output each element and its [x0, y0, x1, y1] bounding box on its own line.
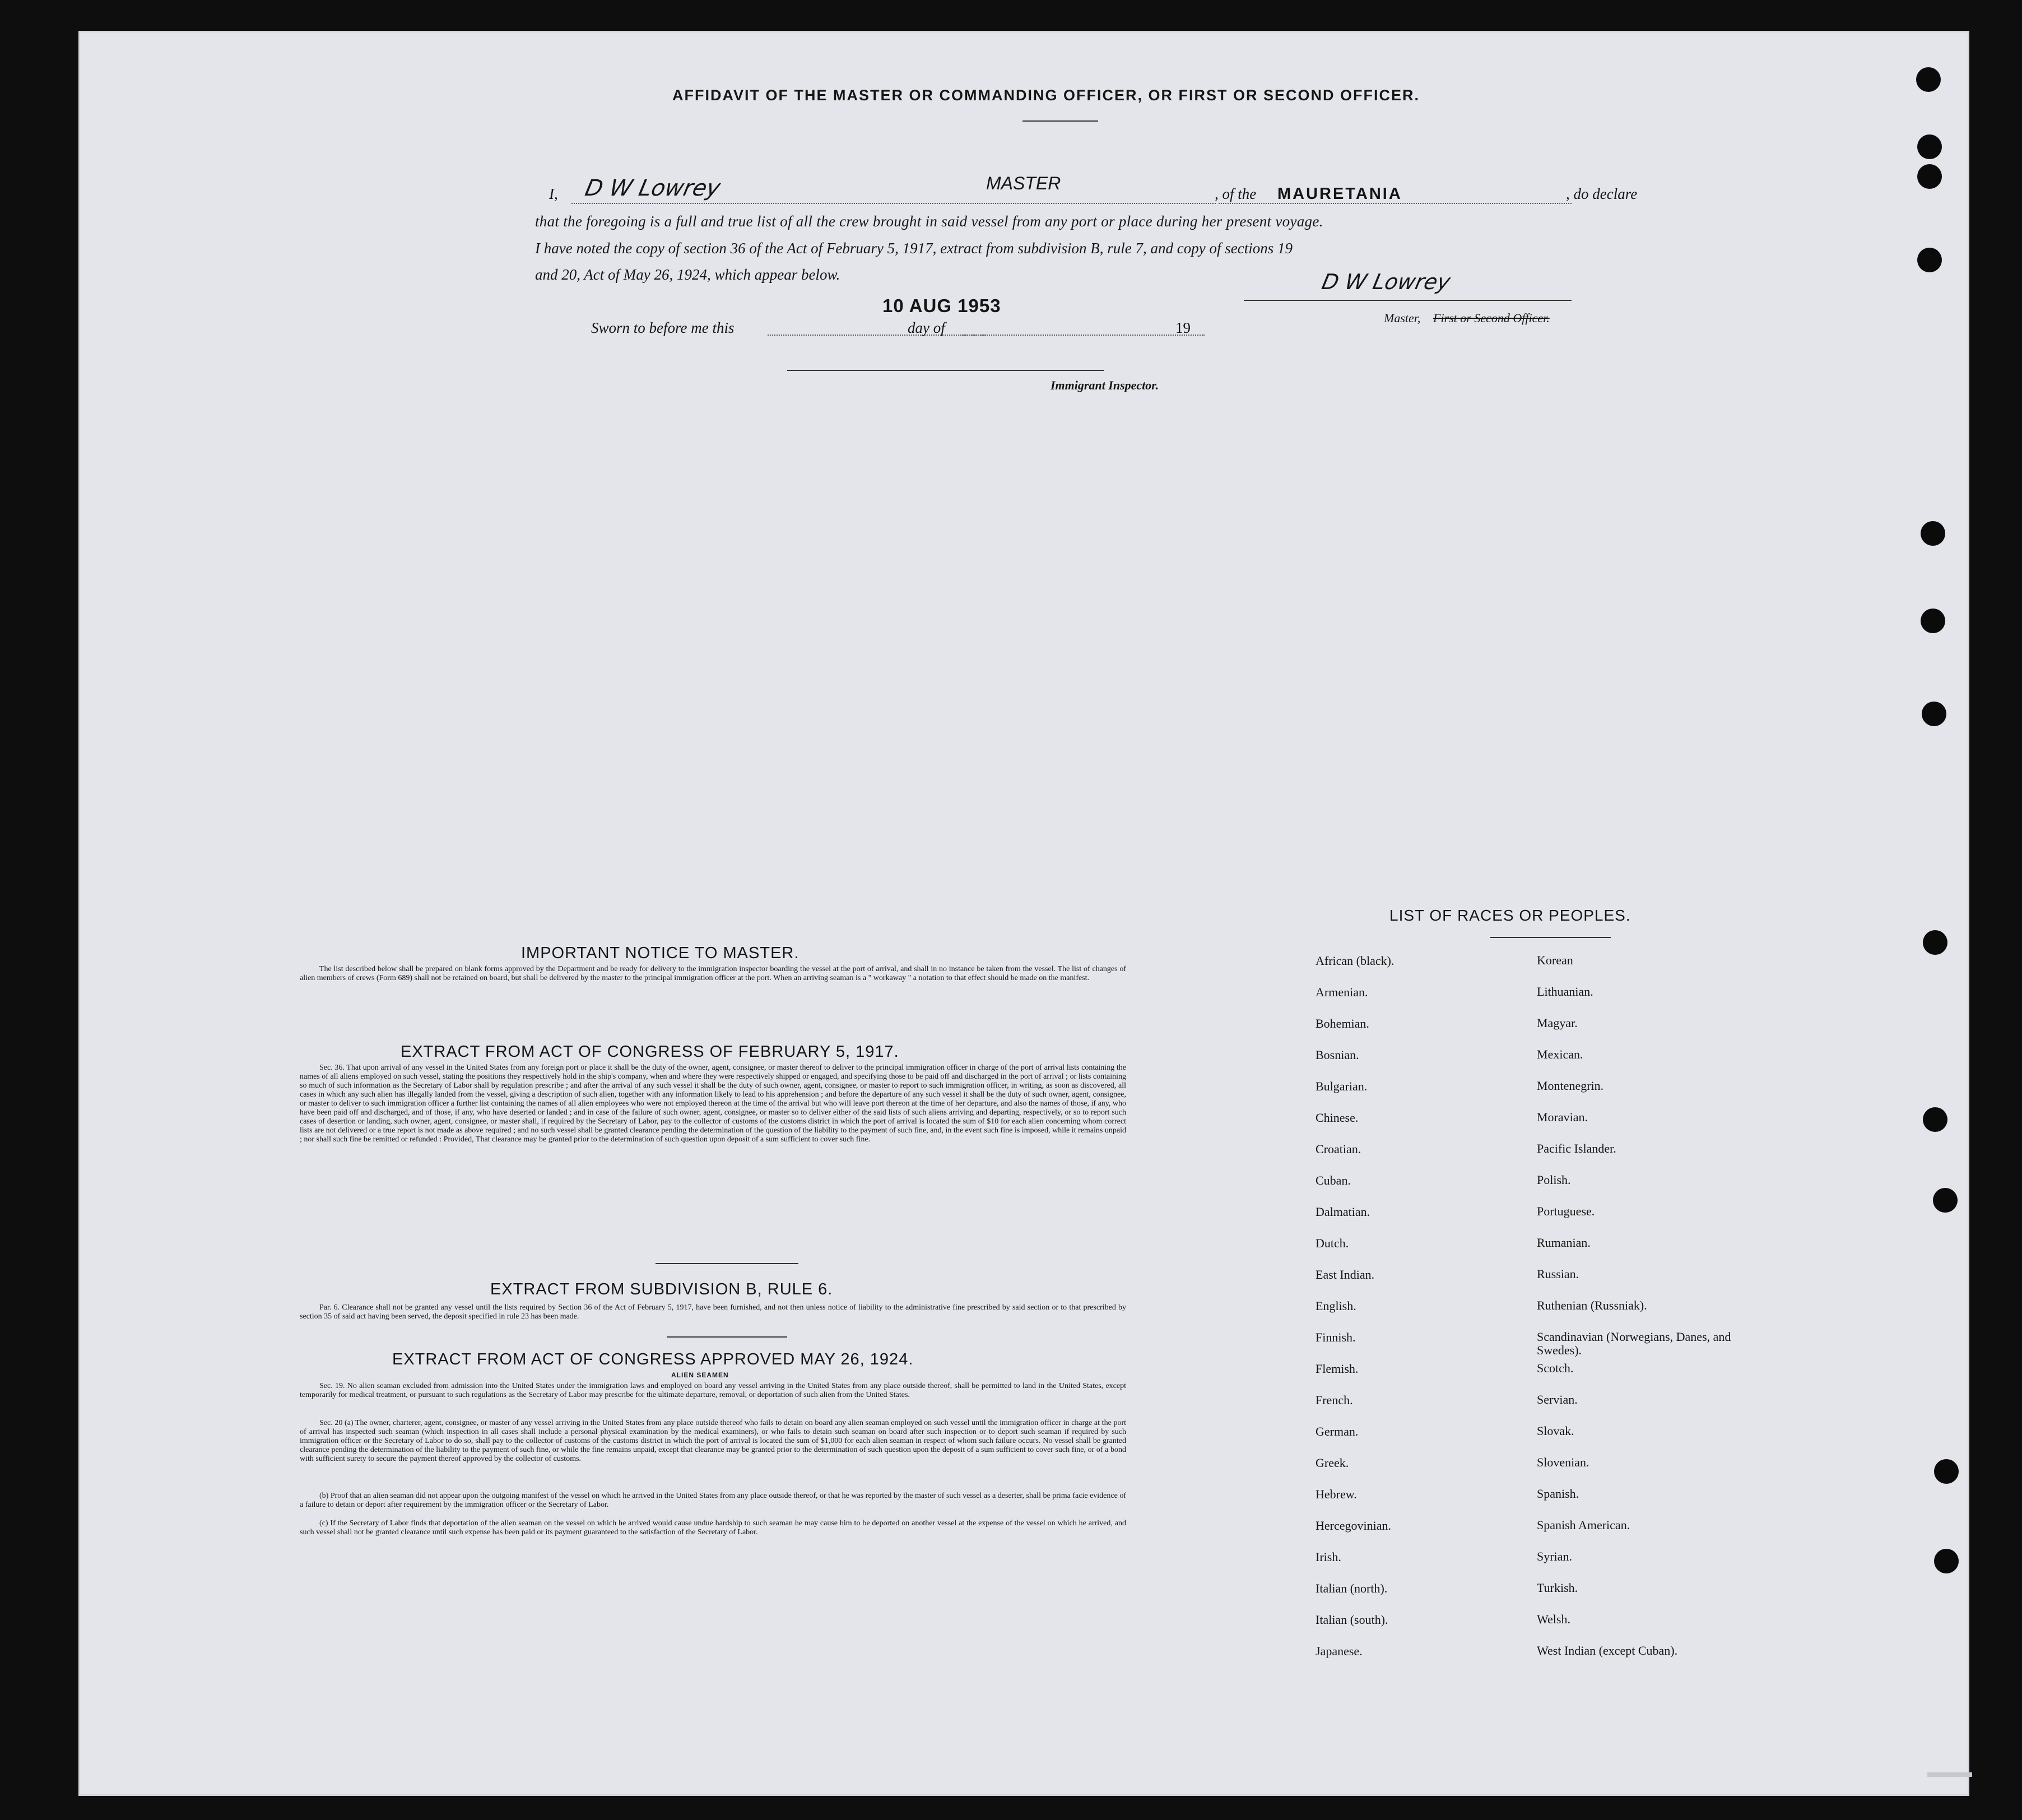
year-prefix: 19: [1175, 319, 1191, 336]
punch-hole: [1923, 930, 1947, 955]
race-item: Turkish.: [1537, 1581, 1578, 1595]
title-divider: [1022, 120, 1098, 122]
race-item: Croatian.: [1316, 1142, 1361, 1156]
affidavit-line-4: and 20, Act of May 26, 1924, which appear below.: [535, 266, 840, 283]
affidavit-title: AFFIDAVIT OF THE MASTER OR COMMANDING OFFICER, OR FIRST OR SECOND OFFICER.: [672, 87, 1420, 104]
race-item: Magyar.: [1537, 1016, 1578, 1030]
race-item: Scotch.: [1537, 1361, 1574, 1375]
races-divider: [1490, 937, 1611, 938]
races-title: LIST OF RACES OR PEOPLES.: [1389, 907, 1631, 924]
punch-hole: [1917, 164, 1942, 189]
punch-hole: [1921, 609, 1945, 633]
race-item: Hercegovinian.: [1316, 1519, 1391, 1533]
race-item: East Indian.: [1316, 1268, 1375, 1282]
of-the-label: , of the: [1215, 185, 1257, 202]
document-page: [78, 31, 1969, 1796]
section-20c: (c) If the Secretary of Labor finds that deportation of the alien seaman on the vessel on which he arrived would cause undue hardship to such seaman he may cause him to be deported on another vessel at the expense of the vessel on which he arrived, and such vessel shall not be granted clearance until such expense has been paid or its payment guaranteed to the satisfaction of the Secretary of Labor.: [300, 1519, 1126, 1536]
race-item: Ruthenian (Russniak).: [1537, 1298, 1647, 1312]
day-of-label: day of: [908, 319, 945, 336]
alien-seamen-subtitle: ALIEN SEAMEN: [671, 1371, 729, 1379]
affidavit-line-2: that the foregoing is a full and true list of all the crew brought in said vessel from any port or place during her present voyage.: [535, 213, 1323, 230]
race-item: Mexican.: [1537, 1047, 1583, 1061]
race-item: Bulgarian.: [1316, 1079, 1368, 1093]
race-item: Montenegrin.: [1537, 1079, 1604, 1093]
race-item: Italian (south).: [1316, 1613, 1388, 1627]
race-item: Chinese.: [1316, 1111, 1359, 1125]
affidavit-line-3: I have noted the copy of section 36 of the Act of February 5, 1917, extract from subdivision B, rule 7, and copy of sections 19: [535, 240, 1293, 257]
inspector-line: [787, 370, 1104, 371]
race-item: Servian.: [1537, 1392, 1578, 1406]
affidavit-prefix: I,: [549, 185, 558, 202]
punch-hole: [1934, 1459, 1959, 1484]
punch-hole: [1916, 67, 1941, 92]
punch-hole: [1917, 248, 1942, 272]
punch-hole: [1923, 1107, 1947, 1132]
sworn-label: Sworn to before me this: [591, 319, 735, 336]
race-item: Japanese.: [1316, 1644, 1363, 1658]
race-item: English.: [1316, 1299, 1356, 1313]
rule-6-title: EXTRACT FROM SUBDIVISION B, RULE 6.: [490, 1280, 833, 1298]
race-item: Flemish.: [1316, 1362, 1359, 1376]
race-item: Dalmatian.: [1316, 1205, 1370, 1219]
race-item: French.: [1316, 1393, 1353, 1407]
race-item: Welsh.: [1537, 1612, 1570, 1626]
punch-hole: [1921, 521, 1945, 546]
vessel-line: [1219, 203, 1572, 204]
vessel-name: MAURETANIA: [1277, 185, 1402, 203]
race-item: Greek.: [1316, 1456, 1349, 1470]
corner-mark: [1927, 1772, 1972, 1777]
punch-hole: [1933, 1188, 1958, 1213]
race-item: Lithuanian.: [1537, 985, 1593, 999]
race-item: Irish.: [1316, 1550, 1341, 1564]
notice-title: IMPORTANT NOTICE TO MASTER.: [521, 944, 799, 962]
master-label: Master,: [1384, 311, 1421, 325]
race-item: Pacific Islander.: [1537, 1141, 1616, 1155]
race-item: Scandinavian (Norwegians, Danes, and Swedes).: [1537, 1330, 1731, 1357]
punch-hole: [1922, 702, 1946, 726]
section-20a: Sec. 20 (a) The owner, charterer, agent, consignee, or master of any vessel arriving in the United States from any place outside thereof who fails to detain on board any alien seaman employed on such vessel until the immigration officer in charge at the port of arrival has inspected such seaman (which inspection in all cases shall include a personal physical examination by the medical examiners), or who fails to detain such seaman on board after such inspection or to deport such seaman if required by such immigration officer or the Secretary of Labor to do so, shall pay to the collector of customs of the customs district in which the port of arrival is located the sum of $1,000 for each alien seaman in respect of whom such failure occurs. No vessel shall be granted clearance pending the determination of the liability to the payment of such fine, or while the fine remains unpaid, except that clearance may be granted prior to the determination of such question upon the deposit of a sum sufficient to cover such fine, or of a bond with sufficient surety to secure the payment thereof approved by the collector of customs.: [300, 1419, 1126, 1463]
sworn-month-line: [958, 335, 1205, 336]
punch-hole: [1934, 1549, 1959, 1573]
race-item: Rumanian.: [1537, 1236, 1591, 1250]
signature-line: [1244, 300, 1572, 301]
extract-1924-title: EXTRACT FROM ACT OF CONGRESS APPROVED MAY 26, 1924.: [392, 1350, 914, 1368]
date-stamp: 10 AUG 1953: [882, 295, 1001, 316]
extract-divider-1: [656, 1263, 798, 1264]
section-20b: (b) Proof that an alien seaman did not appear upon the outgoing manifest of the vessel on which he arrived in the United States from any place outside thereof, or that he was reported by the master of such vessel as a deserter, shall be prima facie evidence of a failure to detain or deport after requirement by the immigration officer or the Secretary of Labor.: [300, 1492, 1126, 1509]
race-item: Spanish American.: [1537, 1518, 1630, 1532]
race-item: Moravian.: [1537, 1110, 1588, 1124]
race-item: Spanish.: [1537, 1487, 1579, 1501]
punch-hole: [1917, 134, 1942, 159]
extract-1917-title: EXTRACT FROM ACT OF CONGRESS OF FEBRUARY 5, 1917.: [401, 1043, 899, 1061]
race-item: Korean: [1537, 953, 1573, 967]
race-item: Portuguese.: [1537, 1204, 1595, 1218]
extract-divider-2: [667, 1336, 787, 1338]
race-item: Polish.: [1537, 1173, 1571, 1187]
race-item: West Indian (except Cuban).: [1537, 1643, 1678, 1657]
race-item: Finnish.: [1316, 1330, 1356, 1344]
race-item: Bohemian.: [1316, 1016, 1369, 1030]
extract-1917-body: Sec. 36. That upon arrival of any vessel in the United States from any foreign port or place it shall be the duty of the owner, agent, consignee, or master thereof to deliver to the principal immigration officer in charge of the port of arrival lists containing the names of all aliens employed on such vessel, stating the positions they respectively hold in the ship's company, when and where they were respectively shipped or engaged, and specifying those to be paid off and discharged in the port of arrival ; or lists containing so much of such information as the Secretary of Labor shall by regulation prescribe ; and after the arrival of any such vessel it shall be the duty of such owner, agent, consignee, or master to report to such immigration officer, in writing, as soon as discovered, all cases in which any such alien has illegally landed from the vessel, giving a description of such alien, together with any information likely to lead to his apprehension ; and before the departure of any such vessel it shall be the duty of such owner, agent, consignee, or master to deliver to such immigration officer a further list containing the names of all alien employees who were not employed thereon at the time of the arrival but who will leave port thereon at the time of her departure, and also the names of those, if any, who have been paid off and discharged, and of those, if any, who have deserted or landed ; and in case of the failure of such owner, agent, consignee, or master so to deliver either of the said lists of such aliens arriving and departing, respectively, or so to report such cases of desertion or landing, such owner, agent, consignee, or master shall, if required by the Secretary of Labor, pay to the collector of customs of the customs district in which the port of arrival is located the sum of $10 for each alien concerning whom correct lists are not delivered or a true report is not made as above required ; and no such vessel shall be granted clearance pending the determination of the question of the liability to the payment of such fine, and, in the event such fine is imposed, while it remains unpaid ; nor shall such fine be remitted or refunded : Provided, That clearance may be granted prior to the determination of such question upon deposit of a sum sufficient to cover such fine.: [300, 1064, 1126, 1144]
race-item: Slovak.: [1537, 1424, 1574, 1438]
race-item: Cuban.: [1316, 1173, 1351, 1187]
name-line: [571, 203, 1216, 204]
race-item: Italian (north).: [1316, 1581, 1388, 1595]
race-item: Slovenian.: [1537, 1455, 1589, 1469]
race-item: Bosnian.: [1316, 1048, 1359, 1062]
second-signature: D W Lowrey: [1319, 270, 1453, 294]
sworn-day-line: [768, 335, 986, 336]
race-item: German.: [1316, 1424, 1359, 1438]
struck-officer-label: First or Second Officer.: [1433, 311, 1550, 325]
inspector-label: Immigrant Inspector.: [1050, 378, 1159, 392]
rank-handwritten: MASTER: [986, 173, 1061, 193]
race-item: Dutch.: [1316, 1236, 1349, 1250]
race-item: African (black).: [1316, 954, 1395, 968]
race-item: Hebrew.: [1316, 1487, 1357, 1501]
master-signature: D W Lowrey: [583, 175, 723, 201]
race-item: Russian.: [1537, 1267, 1579, 1281]
notice-body: The list described below shall be prepared on blank forms approved by the Department and be ready for delivery to the immigration inspector boarding the vessel at the port of arrival, and shall in no instance be taken from the vessel. The list of changes of alien members of crews (Form 689) shall not be retained on board, but shall be delivered by the master to the principal immigration officer at the port. When an arriving seaman is a " workaway " a notation to that effect should be made on the manifest.: [300, 965, 1126, 982]
rule-6-body: Par. 6. Clearance shall not be granted any vessel until the lists required by Section 36 of the Act of February 5, 1917, have been furnished, and not then unless notice of liability to the administrative fine prescribed by said section or to that prescribed by section 35 of said act having been served, the deposit specified in rule 23 has been made.: [300, 1303, 1126, 1321]
section-19: Sec. 19. No alien seaman excluded from admission into the United States under the immigration laws and employed on board any vessel arriving in the United States from any place outside thereof, shall be permitted to land in the United States, except temporarily for medical treatment, or pursuant to such regulations as the Secretary of Labor may prescribe for the ultimate departure, removal, or deportation of such alien from the United States.: [300, 1382, 1126, 1399]
race-item: Armenian.: [1316, 985, 1368, 999]
race-item: Syrian.: [1537, 1549, 1572, 1563]
do-declare-label: , do declare: [1566, 185, 1638, 202]
